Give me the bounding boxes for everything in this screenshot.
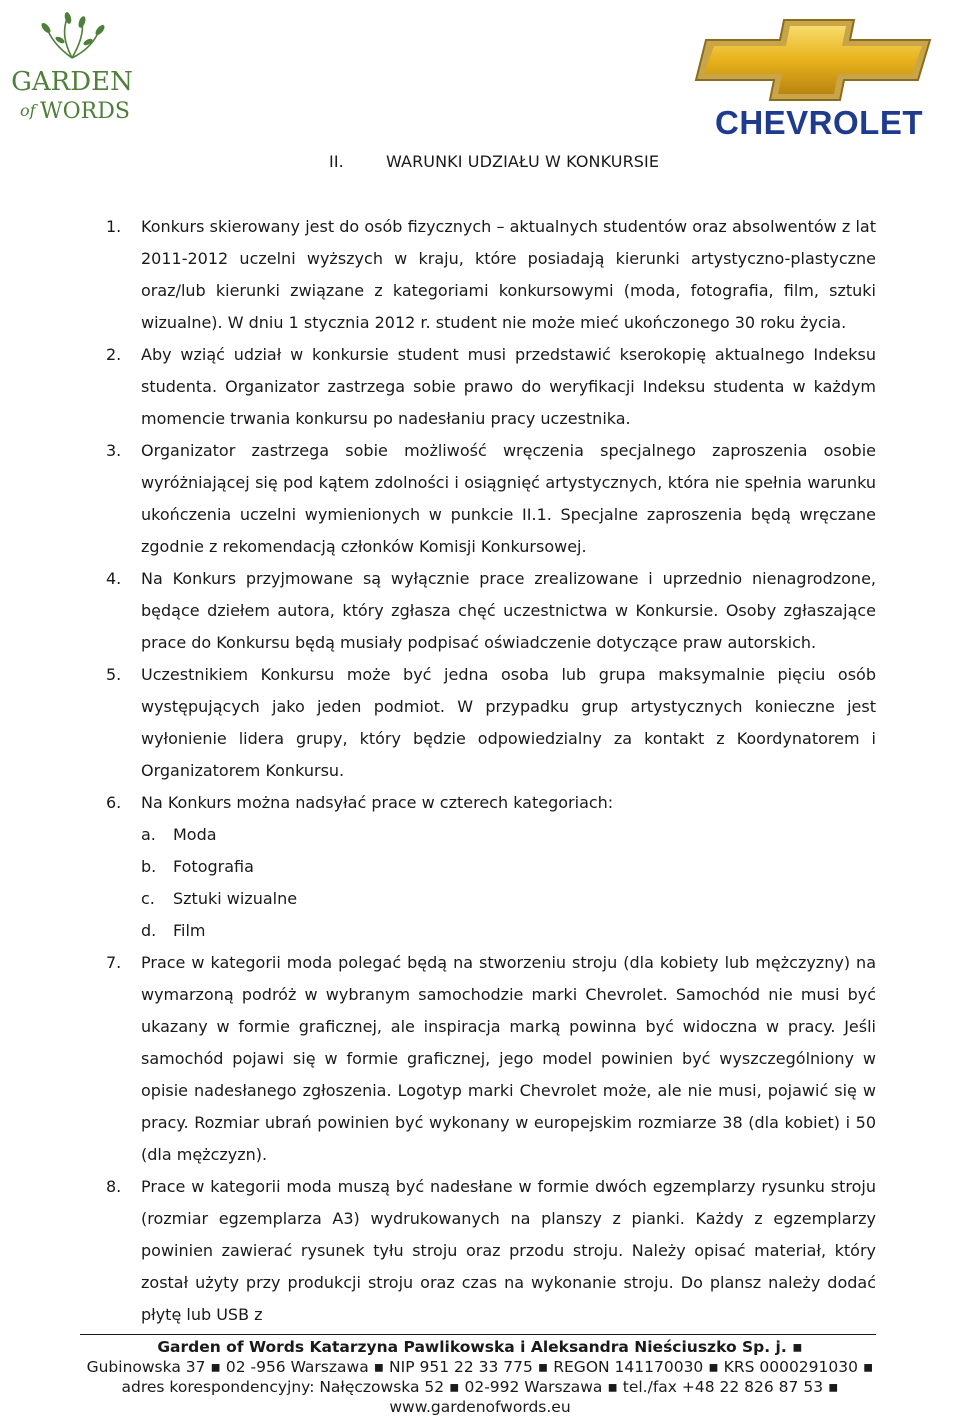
list-item-text: Aby wziąć udział w konkursie student musi przedstawić kserokopię aktualnego Indeksu studenta. Organizator zastrzega sobie prawo do weryfikacji Indeksu studenta w każdym momencie trwania konkursu po nadesłaniu pracy uczestnika.: [141, 345, 876, 428]
list-item-text: Uczestnikiem Konkursu może być jedna osoba lub grupa maksymalnie pięciu osób występujących jako jeden podmiot. W przypadku grup artystycznych konieczne jest wyłonienie lidera grupy, który będzie odpowiedzialny za kontakt z Koordynatorem i Organizatorem Konkursu.: [141, 665, 876, 780]
list-item-number: 8.: [106, 1177, 122, 1196]
category-item: [141, 883, 876, 915]
category-item: [141, 819, 876, 851]
company-footer: [40, 1337, 920, 1417]
list-item-text: Na Konkurs przyjmowane są wyłącznie prace zrealizowane i uprzednio nienagrodzone, będące dziełem autora, który zgłasza chęć uczestnictwa w Konkursie. Osoby zgłaszające prace do Konkursu będą musiały podpisać oświadczenie dotyczące praw autorskich.: [141, 569, 876, 652]
footer-website: www.gardenofwords.eu: [389, 1398, 571, 1416]
category-label: Fotografia: [173, 857, 254, 876]
list-item: [106, 339, 876, 435]
footer-divider: [80, 1334, 876, 1335]
garden-logo-word-3: WORDS: [40, 99, 130, 124]
list-item: [106, 211, 876, 339]
footer-address: Gubinowska 37 ▪ 02 -956 Warszawa ▪ NIP 951 22 33 775 ▪ REGON 141170030 ▪ KRS 0000291030 ▪: [86, 1358, 874, 1376]
category-letter: d.: [141, 921, 157, 940]
section-number: II.: [329, 152, 344, 171]
category-label: Moda: [173, 825, 217, 844]
category-letter: c.: [141, 889, 155, 908]
list-item-text: Prace w kategorii moda muszą być nadesłane w formie dwóch egzemplarzy rysunku stroju (rozmiar egzemplarza A3) wydrukowanych na planszy z pianki. Każdy z egzemplarzy powinien zawierać rysunek tyłu stroju oraz przodu stroju. Należy opisać materiał, który został użyty przy produkcji stroju oraz czas na wykonanie stroju. Do plansz należy dodać płytę lub USB z: [141, 1177, 876, 1324]
garden-logo-word-1: GARDEN: [11, 67, 133, 97]
chevrolet-logo: [684, 4, 954, 144]
footer-company-name: Garden of Words Katarzyna Pawlikowska i Aleksandra Nieściuszko Sp. j. ▪: [157, 1338, 803, 1356]
category-item: [141, 915, 876, 947]
chevrolet-logo-wordmark: CHEVROLET: [714, 104, 924, 141]
footer-correspondence: adres korespondencyjny: Nałęczowska 52 ▪ 02-992 Warszawa ▪ tel./fax +48 22 826 87 53 ▪: [121, 1378, 839, 1396]
list-item-number: 3.: [106, 441, 122, 460]
category-letter: a.: [141, 825, 156, 844]
category-item: [141, 851, 876, 883]
list-item: [106, 787, 876, 947]
category-letter: b.: [141, 857, 157, 876]
list-item: [106, 659, 876, 787]
list-item-number: 1.: [106, 217, 122, 236]
list-item-number: 4.: [106, 569, 122, 588]
list-item: [106, 1171, 876, 1331]
list-item-text: Prace w kategorii moda polegać będą na stworzeniu stroju (dla kobiety lub mężczyzny) na wymarzoną podróż w wybranym samochodzie marki Chevrolet. Samochód nie musi być ukazany w formie graficznej, ale inspiracja marką powinna być widoczna w pracy. Jeśli samochód pojawi się w formie graficznej, jego model powinien być wyszczególniony w opisie nadesłanego zgłoszenia. Logotyp marki Chevrolet może, ale nie musi, pojawić się w pracy. Rozmiar ubrań powinien być wykonany w europejskim rozmiarze 38 (dla kobiet) i 50 (dla mężczyzn).: [141, 953, 876, 1164]
garden-of-words-logo: [2, 12, 142, 124]
list-item-number: 6.: [106, 793, 122, 812]
list-item-number: 5.: [106, 665, 122, 684]
garden-logo-word-2: of: [20, 101, 36, 120]
category-label: Film: [173, 921, 206, 940]
list-item: [106, 563, 876, 659]
section-title: WARUNKI UDZIAŁU W KONKURSIE: [386, 152, 660, 171]
section-heading: [329, 152, 659, 171]
list-item: [106, 435, 876, 563]
conditions-list: [106, 211, 876, 1331]
category-label: Sztuki wizualne: [173, 889, 298, 908]
list-item-text: Konkurs skierowany jest do osób fizycznych – aktualnych studentów oraz absolwentów z lat 2011-2012 uczelni wyższych w kraju, które posiadają kierunki artystyczno-plastyczne oraz/lub kierunki związane z kategoriami konkursowymi (moda, fotografia, film, sztuki wizualne). W dniu 1 stycznia 2012 r. student nie może mieć ukończonego 30 roku życia.: [141, 217, 876, 332]
list-item: [106, 947, 876, 1171]
list-item-number: 7.: [106, 953, 122, 972]
list-item-text: Organizator zastrzega sobie możliwość wręczenia specjalnego zaproszenia osobie wyróżniającej się pod kątem zdolności i osiągnięć artystycznych, która nie spełnia warunku ukończenia uczelni wymienionych w punkcie II.1. Specjalne zaproszenia będą wręczane zgodnie z rekomendacją członków Komisji Konkursowej.: [141, 441, 876, 556]
list-item-number: 2.: [106, 345, 122, 364]
list-item-text: Na Konkurs można nadsyłać prace w czterech kategoriach:: [141, 793, 614, 812]
